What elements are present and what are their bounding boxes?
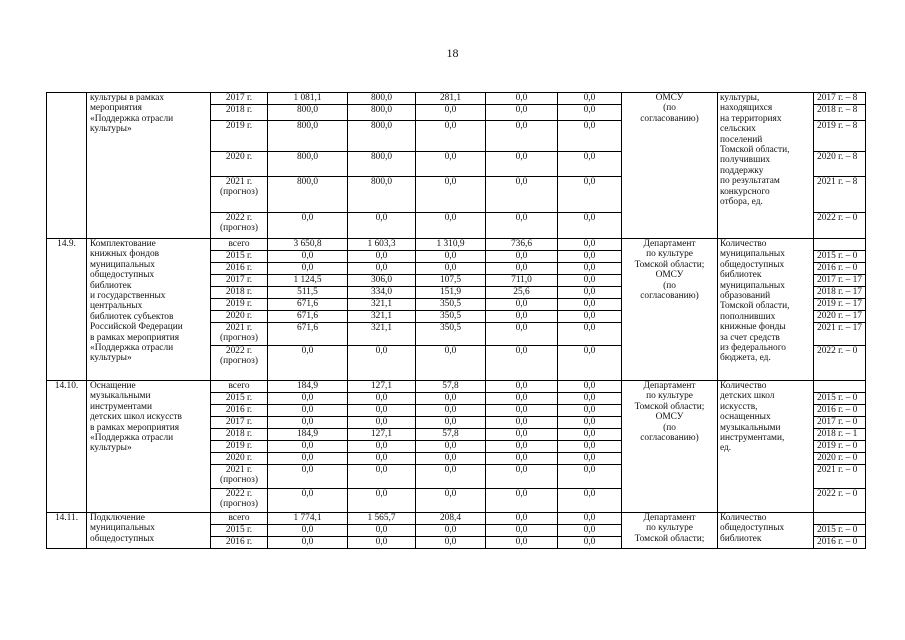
responsible-cell: ОМСУ (по согласованию) xyxy=(622,93,718,239)
amount-cell: 0,0 xyxy=(416,537,486,549)
amount-cell: 0,0 xyxy=(558,251,622,263)
amount-cell: 0,0 xyxy=(558,239,622,251)
amount-cell: 0,0 xyxy=(486,405,558,417)
amount-cell: 0,0 xyxy=(558,177,622,213)
indicator-value-cell: 2021 г. – 17 xyxy=(814,323,866,346)
year-cell: 2018 г. xyxy=(211,105,268,121)
amount-cell: 184,9 xyxy=(268,381,348,393)
amount-cell: 0,0 xyxy=(558,323,622,346)
year-cell: 2019 г. xyxy=(211,299,268,311)
activity-name-cell: Комплектование книжных фондов муниципальных общедоступных библиотек и государственных центральных библиотек субъектов Российской Федерации в рамках мероприятия «Поддержка отрасли культуры» xyxy=(87,239,211,381)
amount-cell: 1 310,9 xyxy=(416,239,486,251)
amount-cell: 736,6 xyxy=(486,239,558,251)
indicator-value-cell: 2015 г. – 0 xyxy=(814,393,866,405)
year-cell: 2015 г. xyxy=(211,525,268,537)
year-cell: 2015 г. xyxy=(211,393,268,405)
amount-cell: 0,0 xyxy=(268,525,348,537)
year-cell: 2016 г. xyxy=(211,537,268,549)
amount-cell: 0,0 xyxy=(416,453,486,465)
year-cell: 2018 г. xyxy=(211,287,268,299)
amount-cell: 1 081,1 xyxy=(268,93,348,105)
responsible-cell: Департамент по культуре Томской области; xyxy=(622,513,718,549)
amount-cell: 0,0 xyxy=(268,405,348,417)
amount-cell: 0,0 xyxy=(558,105,622,121)
amount-cell: 0,0 xyxy=(416,263,486,275)
indicator-value-cell: 2022 г. – 0 xyxy=(814,213,866,239)
year-cell: 2017 г. xyxy=(211,93,268,105)
amount-cell: 800,0 xyxy=(348,105,416,121)
amount-cell: 0,0 xyxy=(348,405,416,417)
year-cell: 2019 г. xyxy=(211,441,268,453)
amount-cell: 0,0 xyxy=(416,393,486,405)
year-cell: 2021 г. (прогноз) xyxy=(211,323,268,346)
amount-cell: 0,0 xyxy=(416,441,486,453)
amount-cell: 321,1 xyxy=(348,299,416,311)
activity-name-cell: Оснащение музыкальными инструментами детских школ искусств в рамках мероприятия «Поддержка отрасли культуры» xyxy=(87,381,211,513)
amount-cell: 0,0 xyxy=(558,537,622,549)
amount-cell: 0,0 xyxy=(348,525,416,537)
amount-cell: 0,0 xyxy=(558,393,622,405)
amount-cell: 0,0 xyxy=(558,213,622,239)
amount-cell: 511,5 xyxy=(268,287,348,299)
amount-cell: 57,8 xyxy=(416,429,486,441)
amount-cell: 0,0 xyxy=(486,393,558,405)
amount-cell: 0,0 xyxy=(416,489,486,513)
table-row xyxy=(47,93,866,105)
amount-cell: 0,0 xyxy=(558,513,622,525)
amount-cell: 1 774,1 xyxy=(268,513,348,525)
amount-cell: 184,9 xyxy=(268,429,348,441)
amount-cell: 0,0 xyxy=(268,251,348,263)
indicator-value-cell: 2018 г. – 1 xyxy=(814,429,866,441)
amount-cell: 0,0 xyxy=(486,525,558,537)
amount-cell: 0,0 xyxy=(348,251,416,263)
amount-cell: 0,0 xyxy=(486,105,558,121)
amount-cell: 0,0 xyxy=(486,429,558,441)
amount-cell: 0,0 xyxy=(558,299,622,311)
amount-cell: 0,0 xyxy=(416,525,486,537)
amount-cell: 800,0 xyxy=(348,93,416,105)
amount-cell: 107,5 xyxy=(416,275,486,287)
amount-cell: 0,0 xyxy=(348,213,416,239)
responsible-cell: Департамент по культуре Томской области; ОМСУ (по согласованию) xyxy=(622,239,718,381)
responsible-cell: Департамент по культуре Томской области; ОМСУ (по согласованию) xyxy=(622,381,718,513)
indicator-value-cell: 2018 г. – 17 xyxy=(814,287,866,299)
item-number-cell: 14.11. xyxy=(47,513,87,549)
amount-cell: 0,0 xyxy=(558,121,622,152)
amount-cell: 321,1 xyxy=(348,311,416,323)
amount-cell: 0,0 xyxy=(558,287,622,299)
year-cell: 2015 г. xyxy=(211,251,268,263)
amount-cell: 0,0 xyxy=(558,381,622,393)
amount-cell: 0,0 xyxy=(486,299,558,311)
amount-cell: 0,0 xyxy=(348,453,416,465)
amount-cell: 671,6 xyxy=(268,299,348,311)
amount-cell: 0,0 xyxy=(558,453,622,465)
year-cell: 2018 г. xyxy=(211,429,268,441)
amount-cell: 800,0 xyxy=(268,152,348,177)
amount-cell: 800,0 xyxy=(348,152,416,177)
amount-cell: 334,0 xyxy=(348,287,416,299)
amount-cell: 0,0 xyxy=(348,537,416,549)
amount-cell: 0,0 xyxy=(558,311,622,323)
amount-cell: 0,0 xyxy=(486,513,558,525)
indicator-value-cell: 2021 г. – 0 xyxy=(814,465,866,489)
amount-cell: 800,0 xyxy=(348,121,416,152)
amount-cell: 0,0 xyxy=(268,263,348,275)
amount-cell: 711,0 xyxy=(486,275,558,287)
year-cell: всего xyxy=(211,381,268,393)
amount-cell: 281,1 xyxy=(416,93,486,105)
amount-cell: 0,0 xyxy=(348,465,416,489)
indicator-value-cell xyxy=(814,381,866,393)
amount-cell: 0,0 xyxy=(486,213,558,239)
amount-cell: 800,0 xyxy=(348,177,416,213)
amount-cell: 0,0 xyxy=(486,346,558,381)
amount-cell: 0,0 xyxy=(558,489,622,513)
year-cell: 2020 г. xyxy=(211,152,268,177)
amount-cell: 0,0 xyxy=(558,441,622,453)
amount-cell: 151,9 xyxy=(416,287,486,299)
amount-cell: 0,0 xyxy=(348,417,416,429)
amount-cell: 0,0 xyxy=(416,417,486,429)
amount-cell: 0,0 xyxy=(558,417,622,429)
amount-cell: 350,5 xyxy=(416,299,486,311)
amount-cell: 0,0 xyxy=(268,213,348,239)
amount-cell: 671,6 xyxy=(268,311,348,323)
amount-cell: 0,0 xyxy=(348,393,416,405)
indicator-value-cell: 2019 г. – 17 xyxy=(814,299,866,311)
indicator-cell: культуры, находящихся на территориях сельских поселений Томской области, получивших поддержку по результатам конкурсного отбора, ед. xyxy=(718,93,814,239)
amount-cell: 0,0 xyxy=(416,213,486,239)
amount-cell: 0,0 xyxy=(486,121,558,152)
amount-cell: 671,6 xyxy=(268,323,348,346)
amount-cell: 800,0 xyxy=(268,105,348,121)
amount-cell: 0,0 xyxy=(268,465,348,489)
item-number-cell xyxy=(47,93,87,239)
indicator-value-cell: 2016 г. – 0 xyxy=(814,405,866,417)
amount-cell: 0,0 xyxy=(416,121,486,152)
amount-cell: 0,0 xyxy=(486,93,558,105)
program-activities-table xyxy=(46,92,866,549)
amount-cell: 0,0 xyxy=(416,177,486,213)
amount-cell: 0,0 xyxy=(486,453,558,465)
amount-cell: 0,0 xyxy=(486,311,558,323)
amount-cell: 208,4 xyxy=(416,513,486,525)
amount-cell: 0,0 xyxy=(268,346,348,381)
indicator-value-cell: 2022 г. – 0 xyxy=(814,489,866,513)
amount-cell: 306,0 xyxy=(348,275,416,287)
amount-cell: 0,0 xyxy=(486,381,558,393)
indicator-value-cell: 2017 г. – 17 xyxy=(814,275,866,287)
amount-cell: 3 650,8 xyxy=(268,239,348,251)
indicator-cell: Количество общедоступных библиотек xyxy=(718,513,814,549)
amount-cell: 0,0 xyxy=(486,465,558,489)
amount-cell: 0,0 xyxy=(558,429,622,441)
amount-cell: 0,0 xyxy=(558,465,622,489)
amount-cell: 0,0 xyxy=(486,537,558,549)
indicator-value-cell: 2021 г. – 8 xyxy=(814,177,866,213)
amount-cell: 800,0 xyxy=(268,177,348,213)
amount-cell: 321,1 xyxy=(348,323,416,346)
item-number-cell: 14.10. xyxy=(47,381,87,513)
amount-cell: 0,0 xyxy=(486,489,558,513)
table-row xyxy=(47,513,866,525)
amount-cell: 0,0 xyxy=(268,489,348,513)
amount-cell: 0,0 xyxy=(486,152,558,177)
year-cell: 2019 г. xyxy=(211,121,268,152)
amount-cell: 0,0 xyxy=(268,453,348,465)
amount-cell: 0,0 xyxy=(558,263,622,275)
indicator-value-cell: 2020 г. – 17 xyxy=(814,311,866,323)
indicator-value-cell: 2020 г. – 0 xyxy=(814,453,866,465)
year-cell: 2020 г. xyxy=(211,311,268,323)
amount-cell: 0,0 xyxy=(348,263,416,275)
year-cell: всего xyxy=(211,513,268,525)
amount-cell: 0,0 xyxy=(486,263,558,275)
amount-cell: 0,0 xyxy=(268,441,348,453)
amount-cell: 0,0 xyxy=(558,405,622,417)
indicator-cell: Количество муниципальных общедоступных библиотек муниципальных образований Томской области, пополнивших книжные фонды за счет средств из федерального бюджета, ед. xyxy=(718,239,814,381)
amount-cell: 800,0 xyxy=(268,121,348,152)
amount-cell: 0,0 xyxy=(416,152,486,177)
indicator-cell: Количество детских школ искусств, оснащенных музыкальными инструментами, ед. xyxy=(718,381,814,513)
amount-cell: 0,0 xyxy=(416,251,486,263)
indicator-value-cell xyxy=(814,513,866,525)
activity-name-cell: культуры в рамках мероприятия «Поддержка отрасли культуры» xyxy=(87,93,211,239)
year-cell: 2016 г. xyxy=(211,263,268,275)
amount-cell: 0,0 xyxy=(558,93,622,105)
item-number-cell: 14.9. xyxy=(47,239,87,381)
amount-cell: 0,0 xyxy=(348,346,416,381)
amount-cell: 0,0 xyxy=(348,441,416,453)
amount-cell: 0,0 xyxy=(348,489,416,513)
indicator-value-cell xyxy=(814,239,866,251)
amount-cell: 0,0 xyxy=(416,346,486,381)
indicator-value-cell: 2020 г. – 8 xyxy=(814,152,866,177)
amount-cell: 350,5 xyxy=(416,311,486,323)
amount-cell: 0,0 xyxy=(486,177,558,213)
indicator-value-cell: 2016 г. – 0 xyxy=(814,263,866,275)
year-cell: 2017 г. xyxy=(211,275,268,287)
amount-cell: 0,0 xyxy=(268,393,348,405)
indicator-value-cell: 2017 г. – 0 xyxy=(814,417,866,429)
year-cell: 2022 г. (прогноз) xyxy=(211,346,268,381)
year-cell: 2022 г. (прогноз) xyxy=(211,489,268,513)
amount-cell: 1 603,3 xyxy=(348,239,416,251)
year-cell: 2016 г. xyxy=(211,405,268,417)
activity-name-cell: Подключение муниципальных общедоступных xyxy=(87,513,211,549)
amount-cell: 0,0 xyxy=(416,465,486,489)
amount-cell: 0,0 xyxy=(486,251,558,263)
indicator-value-cell: 2016 г. – 0 xyxy=(814,537,866,549)
amount-cell: 57,8 xyxy=(416,381,486,393)
amount-cell: 0,0 xyxy=(558,525,622,537)
page-number: 18 xyxy=(446,46,459,60)
year-cell: 2022 г. (прогноз) xyxy=(211,213,268,239)
amount-cell: 127,1 xyxy=(348,381,416,393)
indicator-value-cell: 2019 г. – 8 xyxy=(814,121,866,152)
amount-cell: 350,5 xyxy=(416,323,486,346)
year-cell: 2020 г. xyxy=(211,453,268,465)
indicator-value-cell: 2022 г. – 0 xyxy=(814,346,866,381)
indicator-value-cell: 2019 г. – 0 xyxy=(814,441,866,453)
indicator-value-cell: 2015 г. – 0 xyxy=(814,525,866,537)
amount-cell: 1 565,7 xyxy=(348,513,416,525)
indicator-value-cell: 2015 г. – 0 xyxy=(814,251,866,263)
year-cell: 2021 г. (прогноз) xyxy=(211,465,268,489)
amount-cell: 0,0 xyxy=(268,537,348,549)
amount-cell: 0,0 xyxy=(558,346,622,381)
amount-cell: 0,0 xyxy=(558,275,622,287)
year-cell: 2021 г. (прогноз) xyxy=(211,177,268,213)
year-cell: всего xyxy=(211,239,268,251)
amount-cell: 1 124,5 xyxy=(268,275,348,287)
table-row xyxy=(47,239,866,251)
table-row xyxy=(47,381,866,393)
amount-cell: 127,1 xyxy=(348,429,416,441)
amount-cell: 0,0 xyxy=(558,152,622,177)
indicator-value-cell: 2017 г. – 8 xyxy=(814,93,866,105)
amount-cell: 0,0 xyxy=(416,405,486,417)
indicator-value-cell: 2018 г. – 8 xyxy=(814,105,866,121)
amount-cell: 0,0 xyxy=(486,323,558,346)
amount-cell: 25,6 xyxy=(486,287,558,299)
year-cell: 2017 г. xyxy=(211,417,268,429)
amount-cell: 0,0 xyxy=(268,417,348,429)
amount-cell: 0,0 xyxy=(486,441,558,453)
amount-cell: 0,0 xyxy=(486,417,558,429)
amount-cell: 0,0 xyxy=(416,105,486,121)
